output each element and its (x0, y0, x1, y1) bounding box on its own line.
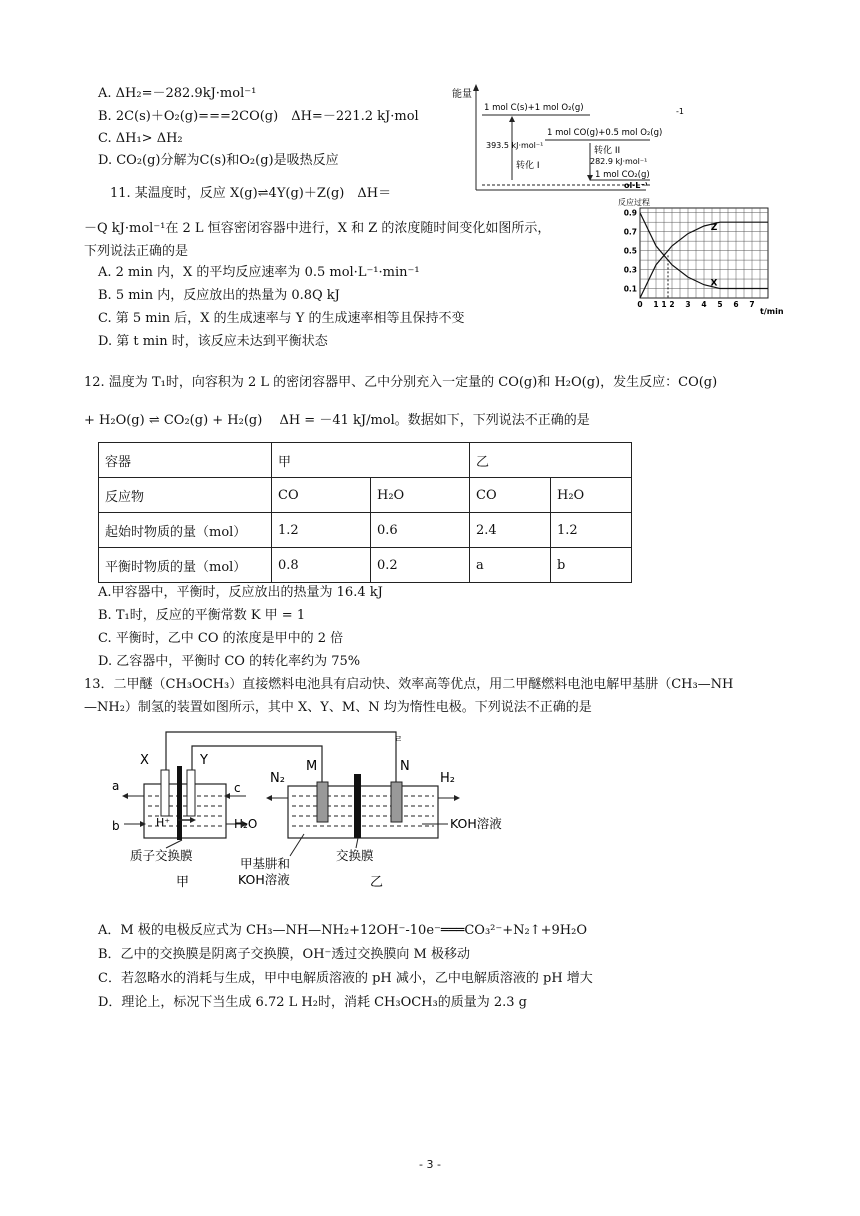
q12-option-b: B. T₁时，反应的平衡常数 K 甲 = 1 (98, 608, 306, 623)
energy-level-mid: 1 mol CO(g)+0.5 mol O₂(g) (547, 128, 663, 138)
page-number: - 3 - (419, 1158, 441, 1171)
q12-stem-2: + H₂O(g) ⇌ CO₂(g) + H₂(g) ΔH = －41 kJ/mol。数据如下，下列说法不正确的是 (84, 413, 590, 428)
table-row (99, 478, 632, 513)
q12-stem-1: 12. 温度为 T₁时，向容积为 2 L 的密闭容器甲、乙中分别充入一定量的 CO(g)和 H₂O(g)，发生反应：CO(g) (84, 375, 718, 390)
q10-option-b: B. 2C(s)＋O₂(g)===2CO(g) ΔH=－221.2 kJ·mol (98, 109, 419, 124)
y-tick-label: 0.7 (623, 227, 637, 237)
energy-label-1: 转化 I (516, 161, 540, 171)
label-y: Y (200, 753, 208, 768)
x-tick-label: 3 (685, 300, 691, 309)
electrode-y (187, 770, 195, 816)
q11-option-a: A. 2 min 内，X 的平均反应速率为 0.5 mol·L⁻¹·min⁻¹ (98, 265, 420, 280)
proton-exchange-membrane (177, 766, 182, 840)
table-row (99, 513, 632, 548)
table-row (99, 443, 632, 478)
electrolysis-apparatus (104, 724, 544, 890)
table-cell: 2.4 (470, 513, 551, 548)
x-tick-label: 1 (653, 300, 659, 309)
table-cell: 0.6 (371, 513, 470, 548)
table-cell: 1.2 (272, 513, 371, 548)
label-a: a (112, 779, 120, 793)
q10-option-a: A. ΔH₂=－282.9kJ·mol⁻¹ (98, 86, 257, 101)
label-pem: 质子交换膜 (130, 848, 193, 863)
concentration-chart (612, 196, 790, 318)
energy-axis-label: 能量 (452, 89, 472, 100)
electrode-m (317, 782, 328, 822)
energy-value-2: 282.9 kJ·mol⁻¹ (590, 157, 648, 166)
q11-option-c: C. 第 5 min 后，X 的生成速率与 Y 的生成速率相等且保持不变 (98, 311, 465, 326)
q11-stem-3: 下列说法正确的是 (84, 244, 189, 259)
q11-stem-2: －Q kJ·mol⁻¹在 2 L 恒容密闭容器中进行，X 和 Z 的浓度随时间变化如图所示， (84, 221, 551, 236)
q13-stem-1: 13．二甲醚（CH₃OCH₃）直接燃料电池具有启动快、效率高等优点，用二甲醚燃料电池电解甲基肼（CH₃—NH (84, 677, 734, 692)
chart-process-label: 反应过程 (618, 198, 650, 207)
label-h-plus: H⁺ (156, 816, 171, 829)
y-tick-label: 0.9 (623, 208, 637, 218)
cell-jia (144, 784, 226, 838)
y-tick-label: 0.5 (623, 246, 637, 256)
table-cell: 平衡时物质的量（mol） (99, 548, 272, 583)
q12-option-d: D. 乙容器中，平衡时 CO 的转化率约为 75% (98, 654, 361, 669)
label-n2: N₂ (270, 771, 285, 786)
table-cell: a (470, 548, 551, 583)
label-membrane: 交换膜 (336, 848, 374, 863)
exchange-membrane (354, 774, 361, 838)
x-tick-label: 2 (669, 300, 675, 309)
table-cell: 0.8 (272, 548, 371, 583)
energy-label-2: 转化 II (594, 146, 621, 156)
x-tick-label: 7 (749, 300, 755, 309)
series-label-x: X (710, 278, 718, 289)
q13-option-d: D．理论上，标况下当生成 6.72 L H₂时，消耗 CH₃OCH₃的质量为 2.3 g (98, 995, 527, 1010)
table-cell: b (551, 548, 632, 583)
unit-fragment: ol·L⁻¹ (624, 181, 649, 190)
x-tick-label: 6 (733, 300, 739, 309)
energy-level-top: 1 mol C(s)+1 mol O₂(g) (484, 103, 584, 113)
chart-xlabel: t/min (760, 307, 784, 316)
label-m: M (306, 759, 318, 774)
q12-data-table (98, 442, 632, 583)
table-cell: 1.2 (551, 513, 632, 548)
energy-level-bottom: 1 mol CO₂(g) (595, 170, 650, 180)
energy-value-1: 393.5 kJ·mol⁻¹ (486, 141, 544, 150)
x-tick-label: 4 (701, 300, 707, 309)
label-x: X (140, 753, 149, 768)
label-b: b (112, 819, 120, 833)
table-cell: 容器 (99, 443, 272, 478)
x-tick-label: 0 (637, 300, 643, 309)
x-tick-label: 1 (661, 300, 667, 309)
q12-option-c: C. 平衡时，乙中 CO 的浓度是甲中的 2 倍 (98, 631, 344, 646)
label-solution-2: KOH溶液 (238, 872, 290, 887)
electrode-n (391, 782, 402, 822)
q11-option-b: B. 5 min 内，反应放出的热量为 0.8Q kJ (98, 288, 340, 303)
table-cell: CO (470, 478, 551, 513)
y-tick-label: 0.3 (623, 265, 637, 275)
energy-diagram (450, 82, 684, 200)
label-h2: H₂ (440, 771, 455, 786)
series-label-z: Z (710, 223, 718, 234)
table-cell: 乙 (470, 443, 632, 478)
chart-ticks (624, 209, 755, 309)
q13-stem-2: —NH₂）制氢的装置如图所示，其中 X、Y、M、N 均为惰性电极。下列说法不正确的是 (84, 700, 592, 715)
label-jia: 甲 (176, 875, 190, 890)
label-n: N (400, 759, 410, 774)
label-solution: 甲基肼和 (240, 856, 291, 871)
table-cell: 甲 (272, 443, 470, 478)
q13-option-c: C．若忽略水的消耗与生成，甲中电解质溶液的 pH 减小，乙中电解质溶液的 pH 增大 (98, 971, 593, 986)
q11-option-d: D. 第 t min 时，该反应未达到平衡状态 (98, 334, 328, 349)
q12-option-a: A.甲容器中，平衡时，反应放出的热量为 16.4 kJ (98, 585, 383, 600)
label-koh: KOH溶液 (450, 816, 502, 831)
cell-yi (288, 786, 438, 838)
table-row (99, 548, 632, 583)
table-cell: H₂O (551, 478, 632, 513)
q10-option-c: C. ΔH₁> ΔH₂ (98, 131, 183, 146)
stray-mark: -1 (676, 107, 684, 116)
q13-option-a: A．M 极的电极反应式为 CH₃—NH—NH₂+12OH⁻-10e⁻═══CO₃²⁻+N₂↑+9H₂O (98, 923, 587, 938)
table-cell: 起始时物质的量（mol） (99, 513, 272, 548)
table-cell: H₂O (371, 478, 470, 513)
table-cell: 反应物 (99, 478, 272, 513)
q10-option-d: D. CO₂(g)分解为C(s)和O₂(g)是吸热反应 (98, 153, 339, 168)
electrode-x (161, 770, 169, 816)
label-h2o: H₂O (234, 817, 258, 831)
q13-option-b: B．乙中的交换膜是阴离子交换膜，OH⁻透过交换膜向 M 极移动 (98, 947, 470, 962)
table-cell: CO (272, 478, 371, 513)
y-tick-label: 0.1 (623, 284, 637, 294)
q11-stem-1: 11. 某温度时，反应 X(g)⇌4Y(g)＋Z(g) ΔH＝ (110, 186, 392, 201)
x-tick-label: 5 (717, 300, 723, 309)
label-yi: 乙 (370, 875, 384, 890)
stray-glyph: ㄹ (394, 735, 403, 745)
table-cell: 0.2 (371, 548, 470, 583)
label-c: c (234, 781, 241, 795)
